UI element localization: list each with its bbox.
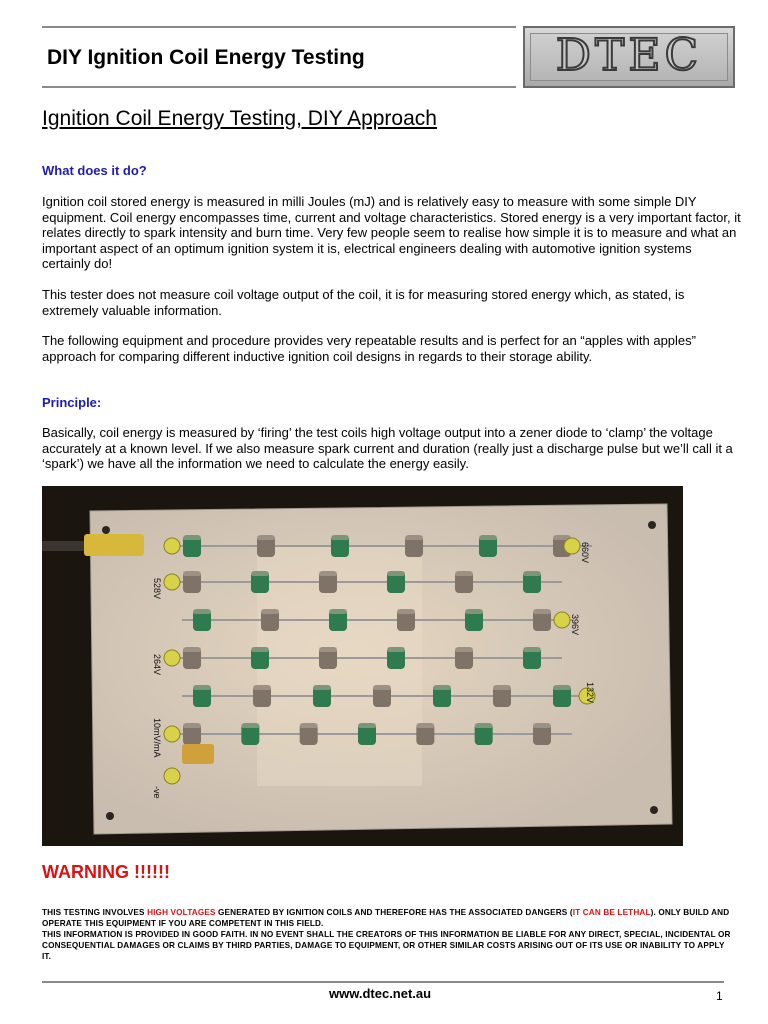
photo-terminal bbox=[164, 768, 180, 784]
photo-label: 396V bbox=[570, 614, 580, 636]
photo-diode-cap bbox=[397, 609, 415, 614]
photo-diode-cap bbox=[183, 723, 201, 728]
section-heading-principle: Principle: bbox=[42, 395, 102, 410]
photo-diode-cap bbox=[465, 609, 483, 614]
photo-diode-cap bbox=[319, 647, 337, 652]
photo-diode-cap bbox=[193, 609, 211, 614]
disclaimer-text: THIS INFORMATION IS PROVIDED IN GOOD FAITH. IN NO EVENT SHALL THE CREATORS OF THIS INFORMATION BE LIABLE FOR ANY DIRECT, SPECIAL, INCIDENTAL OR CONSEQUENTIAL DAMAGES OR CLAIMS BY THIRD PARTIES, DAMAGE TO EQUIPMENT, OR OTHER SIMILAR COSTS ARISING OUT OF ITS USE OR INABILITY TO APPLY IT. bbox=[42, 930, 731, 961]
photo-diode-cap bbox=[433, 685, 451, 690]
photo-terminal bbox=[164, 574, 180, 590]
logo-text: DTEC bbox=[555, 30, 703, 81]
photo-diode-cap bbox=[373, 685, 391, 690]
photo-diode-cap bbox=[455, 571, 473, 576]
warning-text-high-voltages: HIGH VOLTAGES bbox=[147, 908, 216, 917]
photo-label: 528V bbox=[152, 578, 162, 600]
photo-diode-cap bbox=[313, 685, 331, 690]
photo-diode-cap bbox=[183, 535, 201, 540]
photo-diode-cap bbox=[257, 535, 275, 540]
zener-tester-photo bbox=[42, 486, 683, 846]
paragraph-2: This tester does not measure coil voltage output of the coil, it is for measuring stored energy which, as stated, is extremely valuable information. bbox=[42, 287, 685, 318]
photo-diode-cap bbox=[479, 535, 497, 540]
photo-diode-cap bbox=[475, 723, 493, 728]
photo-diode-cap bbox=[358, 723, 376, 728]
page-number: 1 bbox=[716, 989, 723, 1003]
photo-diode-cap bbox=[533, 723, 551, 728]
photo-diode-cap bbox=[387, 647, 405, 652]
photo-diode-cap bbox=[387, 571, 405, 576]
photo-terminal bbox=[564, 538, 580, 554]
photo-label: 10mV/mA bbox=[152, 718, 162, 758]
photo-diode-cap bbox=[241, 723, 259, 728]
warning-text bbox=[42, 907, 732, 962]
paragraph-3: The following equipment and procedure provides very repeatable results and is perfect for an “apples with apples” approach for comparing different inductive ignition coil designs in regards to their storage ability. bbox=[42, 333, 696, 364]
photo-diode-cap bbox=[493, 685, 511, 690]
photo-terminal bbox=[164, 650, 180, 666]
warning-text-2: GENERATED BY IGNITION COILS AND THEREFORE HAS THE ASSOCIATED DANGERS ( bbox=[215, 908, 573, 917]
warning-title: WARNING !!!!!! bbox=[42, 862, 170, 882]
document-heading: Ignition Coil Energy Testing, DIY Approach bbox=[42, 107, 437, 130]
photo-label: 264V bbox=[152, 654, 162, 676]
photo-label: 132V bbox=[585, 682, 595, 704]
warning-text-1: THIS TESTING INVOLVES bbox=[42, 908, 148, 917]
photo-diode-cap bbox=[523, 571, 541, 576]
photo-terminal bbox=[554, 612, 570, 628]
dtec-logo bbox=[523, 26, 735, 88]
photo-diode-cap bbox=[553, 685, 571, 690]
photo-terminal bbox=[164, 726, 180, 742]
photo-diode-cap bbox=[319, 571, 337, 576]
photo-diode-cap bbox=[261, 609, 279, 614]
header-bottom-rule bbox=[42, 86, 516, 88]
paragraph-4: Basically, coil energy is measured by ‘firing’ the test coils high voltage output into a zener diode to ‘clamp’ the voltage accurately at a known level. If we also measure spark current and duration (really just a discharge pulse but we’ll call it a ‘spark’) we have all the information we need to calculate the energy easily. bbox=[42, 425, 733, 471]
photo-diode-cap bbox=[183, 647, 201, 652]
warning-text-lethal: IT CAN BE LETHAL bbox=[572, 908, 651, 917]
photo-diode-cap bbox=[455, 647, 473, 652]
photo-diode-cap bbox=[300, 723, 318, 728]
footer-rule bbox=[42, 981, 724, 983]
photo-diode-cap bbox=[329, 609, 347, 614]
photo-diode-cap bbox=[405, 535, 423, 540]
photo-diode-cap bbox=[251, 647, 269, 652]
photo-diode-cap bbox=[416, 723, 434, 728]
paragraph-1: Ignition coil stored energy is measured in milli Joules (mJ) and is relatively easy to measure with some simple DIY equipment. Coil energy encompasses time, current and voltage characteristics. Stored energy is a very important factor, it relates directly to spark intensity and burn time. Very few people seem to realise how simple it is to measure and what an important aspect of an optimum ignition system it is, electrical engineers dealing with automotive ignition systems certainly do! bbox=[42, 194, 741, 271]
photo-diode-cap bbox=[331, 535, 349, 540]
photo-diode-cap bbox=[533, 609, 551, 614]
warning-text-3: ). ONLY BUILD AND OPERATE THIS EQUIPMENT IF YOU ARE COMPETENT IN THIS FIELD. bbox=[42, 908, 730, 928]
photo-diode-cap bbox=[253, 685, 271, 690]
photo-diode-cap bbox=[193, 685, 211, 690]
header-top-rule bbox=[42, 26, 516, 28]
footer-url: www.dtec.net.au bbox=[329, 986, 432, 1001]
photo-label: -ve bbox=[152, 786, 162, 799]
photo-diode-cap bbox=[523, 647, 541, 652]
photo-diode-cap bbox=[251, 571, 269, 576]
photo-diode-cap bbox=[183, 571, 201, 576]
photo-label: 660V bbox=[580, 542, 590, 564]
section-heading-what: What does it do? bbox=[42, 163, 147, 178]
photo-terminal bbox=[164, 538, 180, 554]
page-title: DIY Ignition Coil Energy Testing bbox=[47, 46, 365, 69]
